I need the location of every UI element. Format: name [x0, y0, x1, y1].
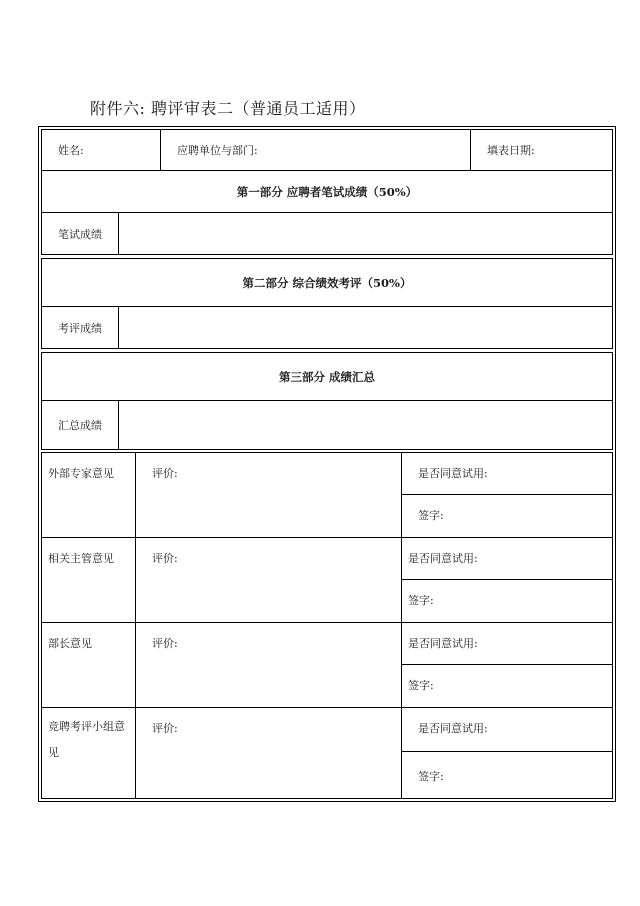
opinion-agree-supervisor[interactable] [401, 537, 613, 580]
opinion-row-committee [41, 707, 613, 799]
opinion-row-expert [41, 452, 613, 538]
opinion-eval-minister[interactable] [135, 622, 402, 708]
written-score-text: 笔试成绩 [58, 227, 102, 241]
page-title: 附件六: 聘评审表二（普通员工适用） [90, 99, 366, 118]
opinion-label-text: 部长意见 [48, 637, 92, 650]
opinion-eval-expert[interactable] [135, 452, 402, 538]
eval-label: 评价: [152, 637, 178, 650]
opinion-label-text: 相关主管意见 [48, 552, 114, 565]
opinion-row-minister [41, 622, 613, 708]
sign-label: 签字: [418, 770, 444, 783]
part2-heading: 第二部分 综合绩效考评（50%） [41, 258, 613, 307]
opinion-label-text: 外部专家意见 [48, 467, 114, 480]
eval-label: 评价: [152, 722, 178, 735]
opinion-eval-committee[interactable] [135, 707, 402, 799]
opinion-agree-minister[interactable] [401, 622, 613, 665]
agree-label: 是否同意试用: [408, 552, 478, 565]
opinion-label-text: 竞聘考评小组意见 [48, 720, 125, 759]
part1-score-row [41, 212, 613, 255]
part3-score-row [41, 400, 613, 450]
name-field[interactable] [41, 129, 161, 171]
part3-heading: 第三部分 成绩汇总 [41, 352, 613, 401]
appraisal-score-field[interactable] [118, 306, 613, 349]
sign-label: 签字: [418, 509, 444, 522]
opinion-sign-supervisor[interactable] [401, 579, 613, 623]
sign-label: 签字: [408, 679, 434, 692]
sign-label: 签字: [408, 594, 434, 607]
evaluation-form [41, 129, 613, 799]
agree-label: 是否同意试用: [408, 637, 478, 650]
opinion-eval-supervisor[interactable] [135, 537, 402, 623]
eval-label: 评价: [152, 552, 178, 565]
total-score-field[interactable] [118, 400, 613, 450]
part1-heading: 第一部分 应聘者笔试成绩（50%） [41, 170, 613, 213]
opinion-sign-committee[interactable] [401, 751, 613, 799]
appraisal-score-text: 考评成绩 [58, 321, 102, 335]
agree-label: 是否同意试用: [418, 722, 488, 735]
eval-label: 评价: [152, 467, 178, 480]
part2-heading-row [41, 258, 613, 307]
opinion-label-expert [41, 452, 136, 538]
date-label: 填表日期: [487, 144, 535, 157]
opinion-agree-committee[interactable] [401, 707, 613, 752]
unit-label: 应聘单位与部门: [177, 144, 258, 157]
written-score-field[interactable] [118, 212, 613, 255]
opinion-agree-expert[interactable] [401, 452, 613, 495]
opinion-sign-expert[interactable] [401, 494, 613, 538]
name-label: 姓名: [58, 144, 84, 157]
opinion-label-minister [41, 622, 136, 708]
unit-field[interactable] [160, 129, 471, 171]
opinion-row-supervisor [41, 537, 613, 623]
total-score-label [41, 400, 119, 450]
part3-heading-row [41, 352, 613, 401]
part2-score-row [41, 306, 613, 349]
part1-heading-row [41, 170, 613, 213]
date-field[interactable] [470, 129, 613, 171]
appraisal-score-label [41, 306, 119, 349]
opinion-label-supervisor [41, 537, 136, 623]
written-score-label [41, 212, 119, 255]
opinion-label-committee [41, 707, 136, 799]
total-score-text: 汇总成绩 [58, 419, 102, 432]
opinion-sign-minister[interactable] [401, 664, 613, 708]
header-row [41, 129, 613, 171]
agree-label: 是否同意试用: [418, 467, 488, 480]
